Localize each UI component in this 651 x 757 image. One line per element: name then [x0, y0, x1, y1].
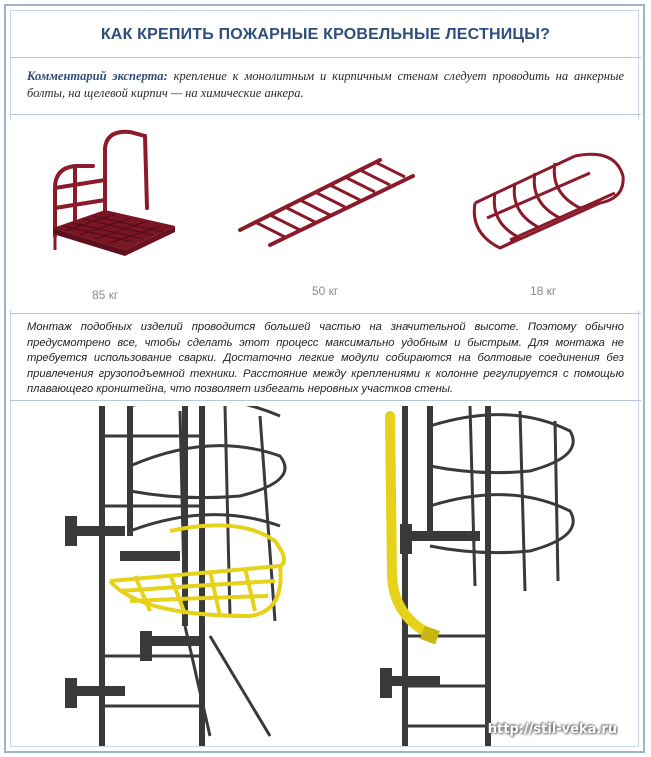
divider: [10, 400, 641, 401]
weight-label: 18 кг: [530, 284, 557, 298]
platform-image: [35, 128, 185, 258]
ladder-image: [235, 150, 420, 250]
page-title: КАК КРЕПИТЬ ПОЖАРНЫЕ КРОВЕЛЬНЫЕ ЛЕСТНИЦЫ?: [100, 26, 551, 43]
watermark: http://stil-veka.ru: [487, 722, 617, 737]
expert-comment-label: Комментарий эксперта:: [27, 69, 168, 83]
expert-comment: [27, 68, 624, 102]
cage-image: [465, 148, 630, 258]
divider: [10, 114, 641, 115]
divider: [10, 57, 641, 58]
installation-illustration: [10, 406, 641, 751]
divider: [10, 313, 641, 314]
weight-label: 85 кг: [92, 288, 119, 302]
products-row: [10, 120, 641, 310]
description-text: Монтаж подобных изделий проводится большей частью на значительной высоте. Поэтому обычно предусмотрено все, чтобы сделать этот процесс максимально удобным и быстрым. Для монтажа не требуется использование сварки. Достаточно легкие модули собираются на болтовые соединения без привлечения грузоподъемной техники. Расстояние между креплениями к колонне регулируется с помощью плавающего кронштейна, что позволяет избегать неровных участков стены.: [27, 321, 624, 395]
weight-label: 50 кг: [312, 284, 339, 298]
expert-comment-text: крепление к монолитным и кирпичным стенам следует проводить на анкерные болты, на щелевой кирпич — на химические анкера.: [27, 69, 625, 100]
ladder-cage-drawing: [10, 406, 641, 751]
